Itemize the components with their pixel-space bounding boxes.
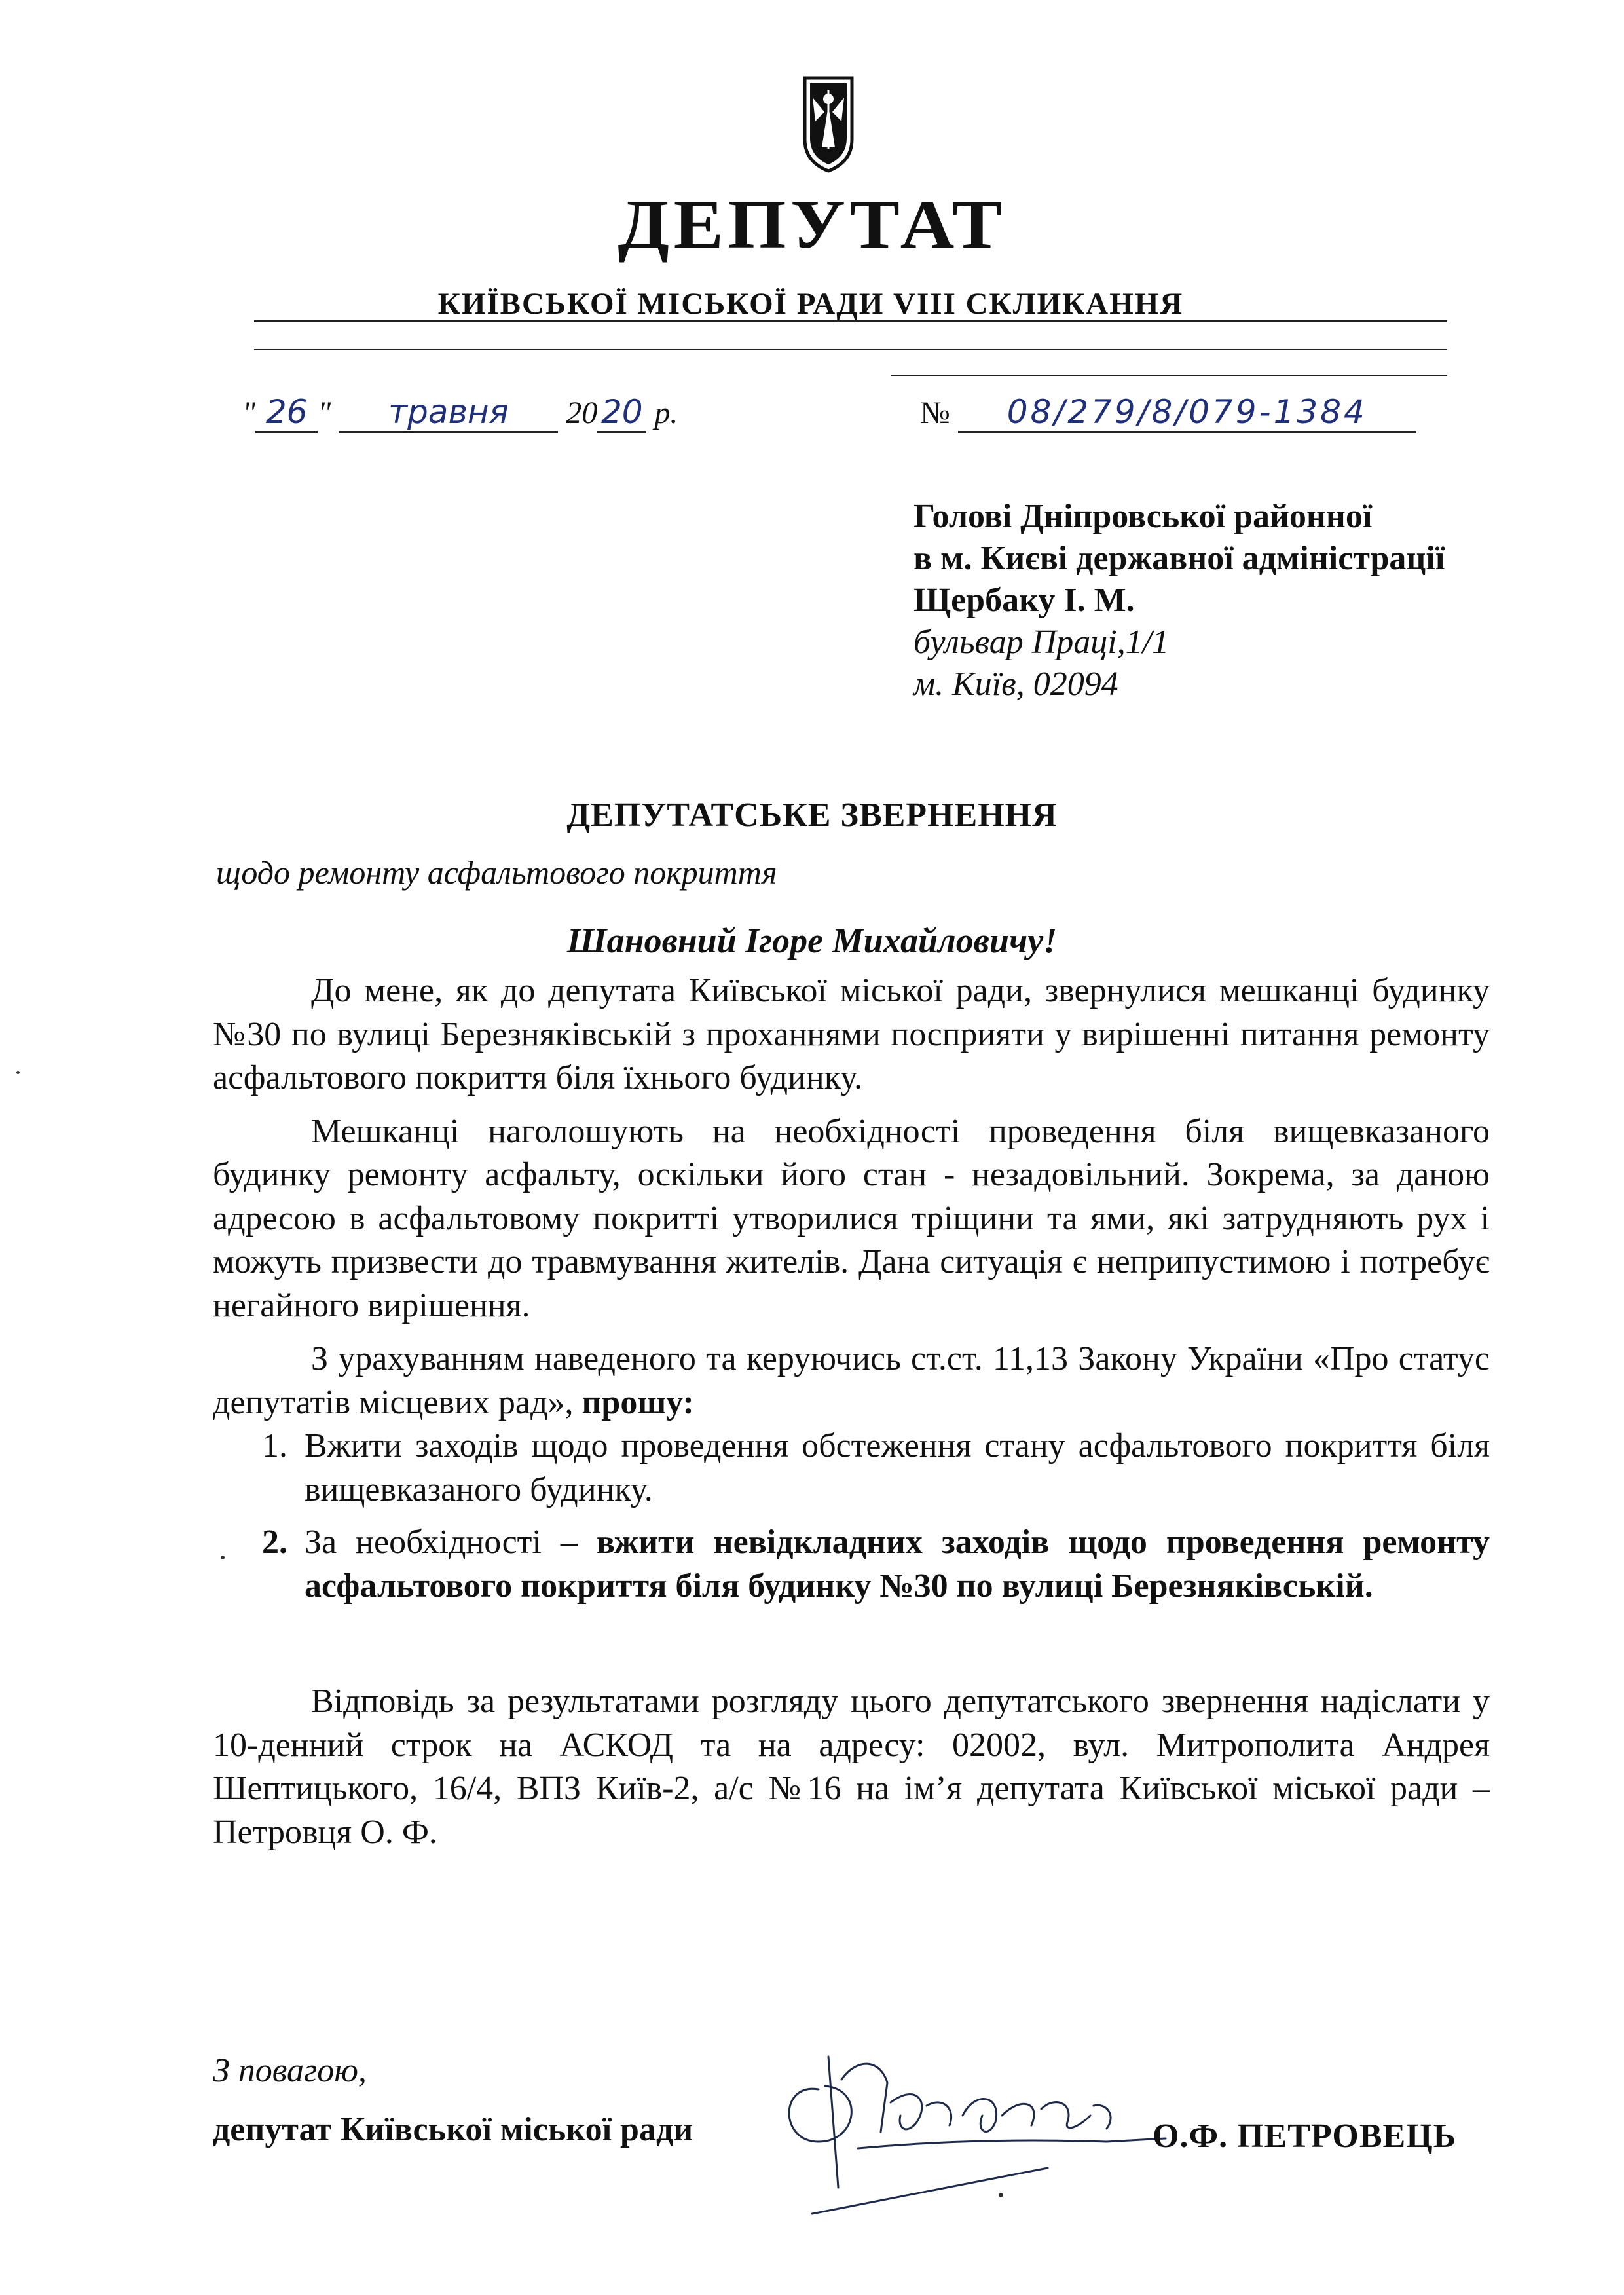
addressee-city: м. Київ, 02094 <box>913 665 1118 703</box>
salutation: Шановний Ігоре Михайловичу! <box>566 921 1058 960</box>
addressee-name: Щербаку І. М. <box>913 582 1135 619</box>
date-month: травня <box>339 393 558 433</box>
letter-body <box>213 969 1490 1854</box>
handwritten-signature <box>766 2017 1192 2227</box>
scan-speck <box>16 1071 20 1074</box>
addressee-line: Голові Дніпровської районної <box>913 498 1373 535</box>
date-year-prefix: 20 <box>566 396 598 430</box>
kyiv-coat-of-arms-icon <box>802 75 855 174</box>
request-keyword: прошу: <box>581 1383 694 1421</box>
list-item <box>213 1425 1490 1512</box>
body-paragraph: Мешканці наголошують на необхідності проведення біля вищевказаного будинку ремонту асфальту, оскільки його стан - незадовільний. Зокрема, за даною адресою в асфальтовому покритті утворилися тріщини та ями, які затрудняють рух і можуть призвести до травмування жителів. Дана ситуація є неприпустимою і потребує негайного вирішення. <box>213 1112 1490 1324</box>
list-number: 1. <box>262 1427 287 1465</box>
body-paragraph: До мене, як до депутата Київської міської ради, звернулися мешканці будинку №30 по вулиці Березняківській з проханнями посприяти у вирішенні питання ремонту асфальтового покриття біля їхнього будинку. <box>213 972 1490 1096</box>
number-sign: № <box>920 396 950 430</box>
outgoing-number <box>920 393 1416 433</box>
request-list <box>213 1425 1490 1608</box>
signer-position: депутат Київської міської ради <box>213 2111 693 2148</box>
date-open-quote: " <box>242 396 256 430</box>
scan-speck <box>999 2193 1003 2197</box>
signer-name: О.Ф. ПЕТРОВЕЦЬ <box>1153 2118 1457 2155</box>
date-year-suffix: 20 <box>597 393 646 433</box>
paragraph-text: З урахуванням наведеного та керуючись ст.ст. 11,13 Закону України «Про статус депутатів місцевих рад», <box>213 1340 1490 1421</box>
date-day: 26 <box>255 393 318 433</box>
body-paragraph <box>213 1337 1490 1425</box>
list-item <box>213 1521 1490 1608</box>
addressee-line: в м. Києві державної адміністрації <box>913 540 1445 577</box>
signature-text: Петровець <box>766 2017 769 2018</box>
registration-number: 08/279/8/079-1384 <box>958 393 1416 433</box>
letter-date <box>242 393 678 433</box>
header-divider <box>254 320 1447 322</box>
scan-speck <box>221 1556 225 1559</box>
list-item-bold-text: вжити невідкладних заходів щодо проведення ремонту асфальтового покриття біля будинку №30 по вулиці Березняківській. <box>304 1523 1490 1605</box>
addressee-block <box>913 496 1445 705</box>
addressee-street: бульвар Праці,1/1 <box>913 624 1170 661</box>
date-year-mark: р. <box>654 396 678 430</box>
header-divider <box>254 349 1447 350</box>
closing-regards: З повагою, <box>213 2052 367 2089</box>
letterhead-subtitle: КИЇВСЬКОЇ МІСЬКОЇ РАДИ VIII СКЛИКАННЯ <box>437 287 1184 321</box>
date-close-quote: " <box>318 396 331 430</box>
body-paragraph: Відповідь за результатами розгляду цього депутатського звернення надіслати у 10-денний строк на АСКОД та на адресу: 02002, вул. Митрополита Андрея Шептицького, 16/4, ВПЗ Київ-2, а/с №16 на ім’я депутата Київської міської ради – Петровця О. Ф. <box>213 1683 1490 1851</box>
letterhead-title: ДЕПУТАТ <box>618 186 1006 263</box>
document-subject: щодо ремонту асфальтового покриття <box>216 854 777 891</box>
list-item-lead: За необхідності – <box>304 1523 597 1561</box>
header-divider <box>891 375 1447 376</box>
document-title: ДЕПУТАТСЬКЕ ЗВЕРНЕННЯ <box>566 796 1058 834</box>
list-item-text: Вжити заходів щодо проведення обстеження стану асфальтового покриття біля вищевказаного будинку. <box>304 1427 1490 1508</box>
list-number: 2. <box>262 1523 287 1561</box>
